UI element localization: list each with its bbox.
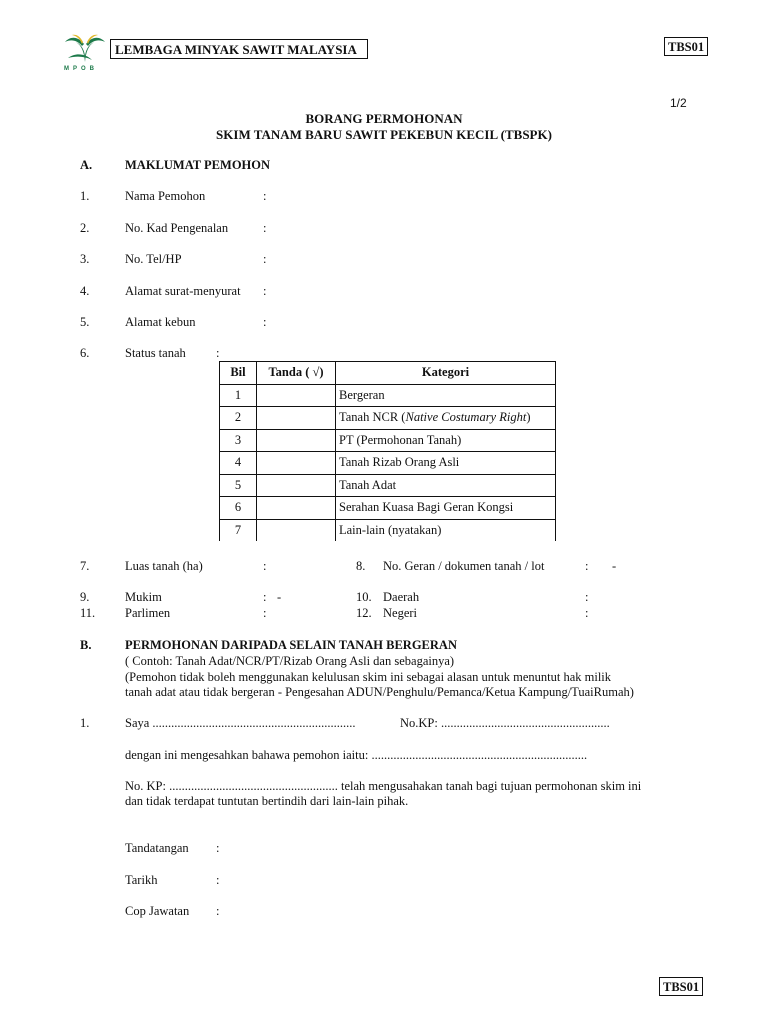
form-title-line2: SKIM TANAM BARU SAWIT PEKEBUN KECIL (TBSPK) [216, 127, 552, 142]
section-a-letter: A. [80, 158, 93, 172]
field-separator: : [263, 252, 267, 266]
field-separator: : [263, 315, 267, 329]
field-separator: : [216, 904, 220, 918]
field-number: 4. [80, 284, 90, 298]
field-label: No. Geran / dokumen tanah / lot [383, 559, 545, 573]
tick-box[interactable] [257, 407, 336, 430]
kategori-prefix: Tanah NCR ( [339, 410, 406, 425]
field-number: 11. [80, 606, 96, 620]
field-label: Parlimen [125, 606, 171, 620]
field-separator: : [263, 559, 267, 573]
section-b-letter: B. [80, 638, 92, 652]
field-number: 5. [80, 315, 90, 329]
field-label: Alamat surat-menyurat [125, 284, 241, 298]
row-kategori: PT (Permohonan Tanah) [336, 429, 556, 452]
row-kategori: Tanah Rizab Orang Asli [336, 452, 556, 475]
row-kategori: Serahan Kuasa Bagi Geran Kongsi [336, 497, 556, 520]
field-separator: : [585, 590, 589, 604]
field-value: - [277, 590, 282, 604]
field-label: Alamat kebun [125, 315, 196, 329]
tiada-tuntutan-line: dan tidak terdapat tuntutan bertindih dari lain-lain pihak. [125, 794, 409, 808]
kategori-italic: Native Costumary Right [405, 410, 527, 425]
header-kategori: Kategori [336, 362, 556, 385]
tick-box[interactable] [257, 384, 336, 407]
kategori-suffix: ) [526, 410, 531, 425]
tick-box[interactable] [257, 519, 336, 541]
section-a-title: MAKLUMAT PEMOHON [125, 158, 271, 172]
table-row [220, 497, 556, 520]
field-number: 2. [80, 221, 90, 235]
cop-jawatan-label: Cop Jawatan [125, 904, 190, 918]
tarikh-label: Tarikh [125, 873, 158, 887]
field-separator: : [263, 284, 267, 298]
section-b-note-warning-2: tanah adat atau tidak bergeran - Pengesahan ADUN/Penghulu/Pemanca/Ketua Kampung/TuaiRumah) [125, 685, 634, 699]
tick-box[interactable] [257, 452, 336, 475]
row-bil: 7 [220, 519, 257, 541]
table-row [220, 429, 556, 452]
field-label: Status tanah [125, 346, 186, 360]
organization-name: LEMBAGA MINYAK SAWIT MALAYSIA [110, 39, 368, 59]
logo-text: MPOB [64, 66, 98, 72]
field-number: 9. [80, 590, 90, 604]
field-separator: : [216, 873, 220, 887]
section-b-note-example: ( Contoh: Tanah Adat/NCR/PT/Rizab Orang Asli dan sebagainya) [125, 654, 455, 668]
field-number: 10. [356, 590, 372, 604]
field-label: Negeri [383, 606, 418, 620]
field-separator: : [216, 841, 220, 855]
nokp-field: No.KP: ...................................................... [400, 716, 610, 730]
field-separator: : [585, 606, 589, 620]
row-bil: 1 [220, 384, 257, 407]
field-label: Nama Pemohon [125, 189, 206, 203]
field-value: - [612, 559, 617, 573]
field-number: 7. [80, 559, 90, 573]
row-bil: 6 [220, 497, 257, 520]
field-label: Mukim [125, 590, 162, 604]
field-label: No. Tel/HP [125, 252, 182, 266]
section-b-note-warning-1: (Pemohon tidak boleh menggunakan kelulusan skim ini sebagai alasan untuk menuntut hak milik [125, 670, 612, 684]
form-code-top: TBS01 [664, 37, 708, 56]
page-number: 1/2 [670, 96, 687, 110]
header-bil: Bil [220, 362, 257, 385]
table-row [220, 384, 556, 407]
pengesahan-line: dengan ini mengesahkan bahawa pemohon iaitu: ..................................................................... [125, 748, 588, 762]
table-row [220, 519, 556, 541]
field-separator: : [263, 189, 267, 203]
field-label: Daerah [383, 590, 420, 604]
field-number: 6. [80, 346, 90, 360]
row-kategori: Lain-lain (nyatakan) [336, 519, 556, 541]
table-row [220, 474, 556, 497]
row-kategori: Bergeran [336, 384, 556, 407]
section-b-item-number: 1. [80, 716, 90, 730]
row-bil: 3 [220, 429, 257, 452]
tick-box[interactable] [257, 497, 336, 520]
table-row [220, 452, 556, 475]
nokp-pemohon-line: No. KP: ...................................................... telah mengusahakan tanah bagi tujuan permohonan skim ini [125, 779, 642, 793]
row-bil: 2 [220, 407, 257, 430]
header-tanda: Tanda ( √) [257, 362, 336, 385]
section-b-title: PERMOHONAN DARIPADA SELAIN TANAH BERGERAN [125, 638, 457, 652]
field-label: No. Kad Pengenalan [125, 221, 229, 235]
field-separator: : [585, 559, 589, 573]
row-kategori [336, 407, 556, 430]
saya-field: Saya ................................................................. [125, 716, 356, 730]
tandatangan-label: Tandatangan [125, 841, 189, 855]
field-separator: : [263, 590, 267, 604]
field-separator: : [216, 346, 220, 360]
form-title-line1: BORANG PERMOHONAN [305, 111, 463, 126]
field-number: 8. [356, 559, 366, 573]
field-separator: : [263, 221, 267, 235]
field-separator: : [263, 606, 267, 620]
status-tanah-table [219, 361, 556, 541]
form-code-bottom: TBS01 [659, 977, 703, 996]
field-number: 3. [80, 252, 90, 266]
row-bil: 5 [220, 474, 257, 497]
tick-box[interactable] [257, 474, 336, 497]
field-number: 12. [356, 606, 372, 620]
tick-box[interactable] [257, 429, 336, 452]
row-bil: 4 [220, 452, 257, 475]
table-header-row [220, 362, 556, 385]
field-label: Luas tanah (ha) [125, 559, 203, 573]
row-kategori: Tanah Adat [336, 474, 556, 497]
table-row [220, 407, 556, 430]
field-number: 1. [80, 189, 90, 203]
